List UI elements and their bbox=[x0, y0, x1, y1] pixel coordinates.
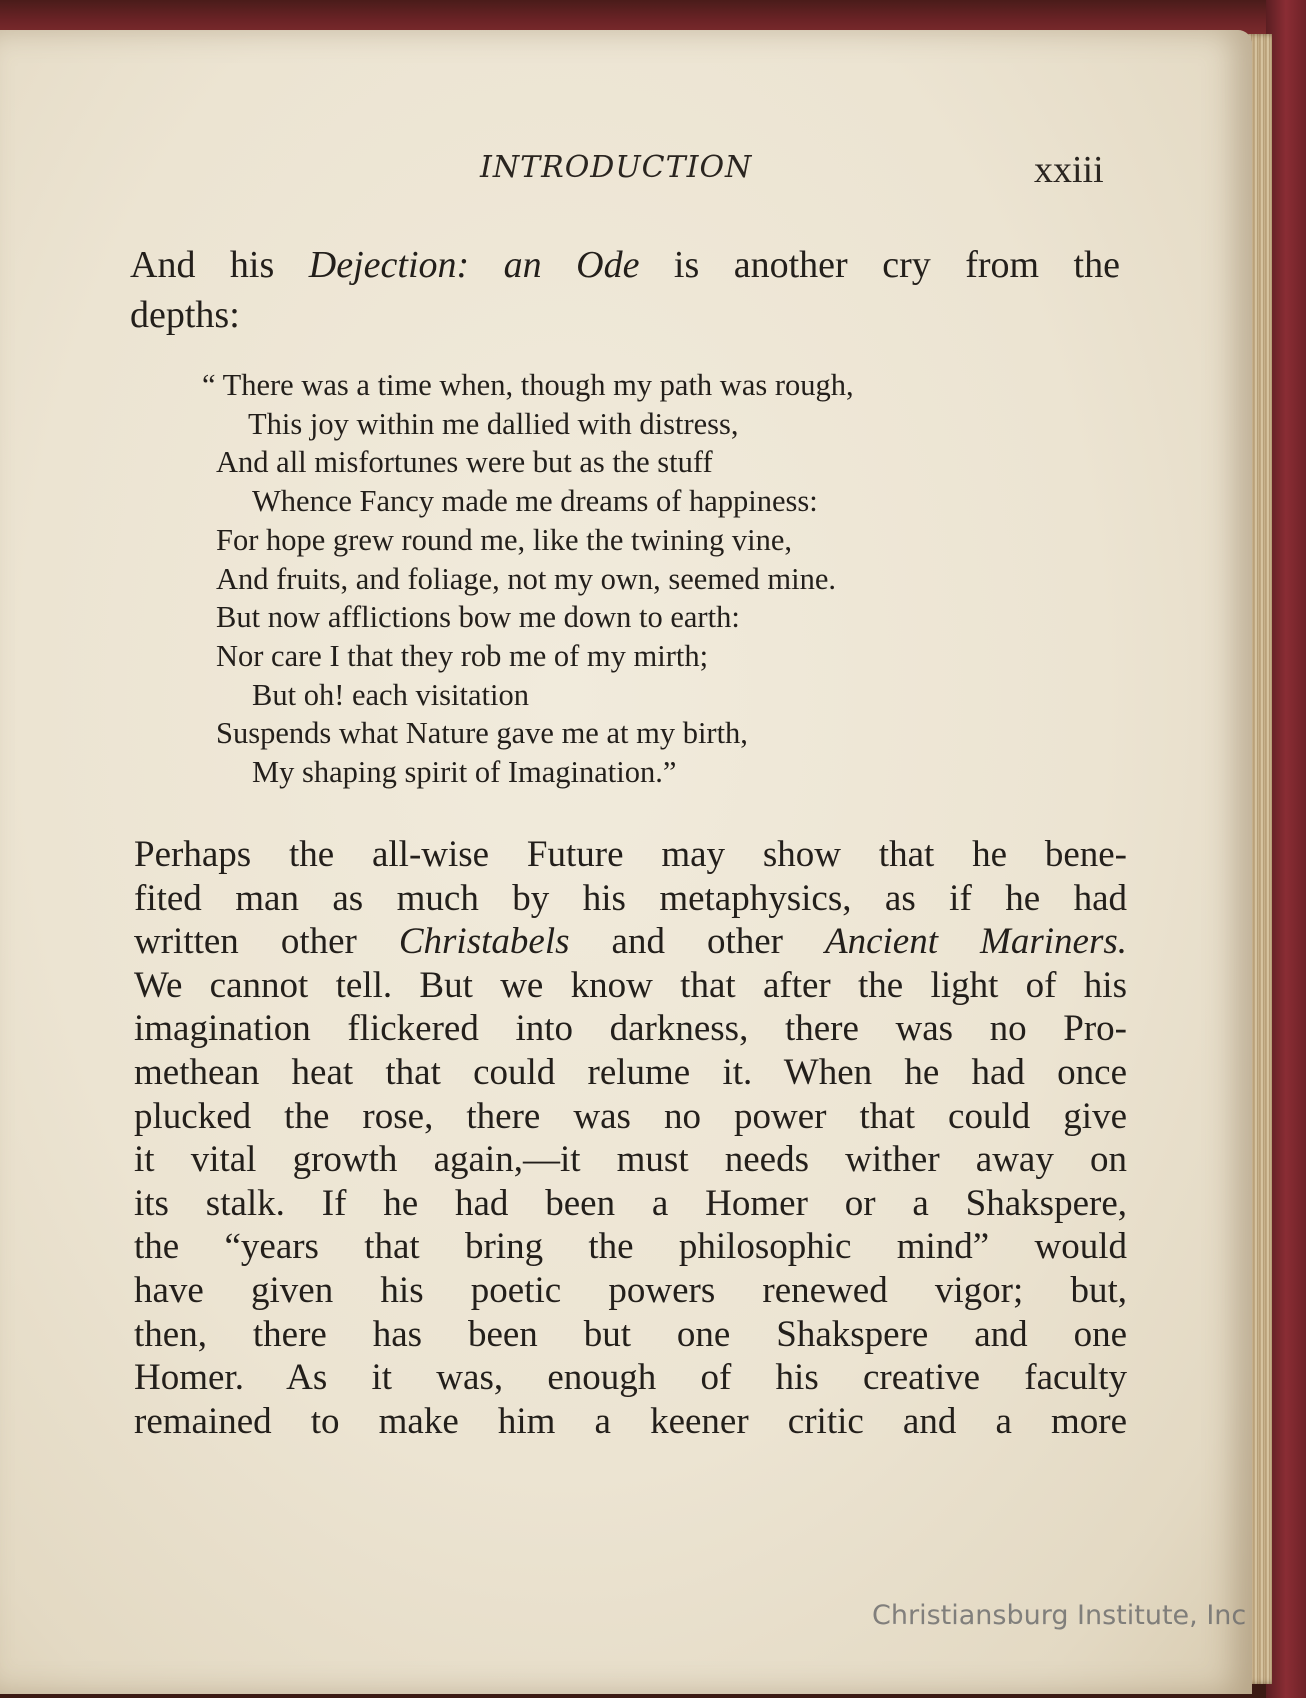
body-paragraph bbox=[134, 833, 1127, 1443]
body-line: fited man as much by his metaphysics, as if he had bbox=[134, 877, 1127, 919]
intro-paragraph bbox=[130, 240, 1120, 340]
watermark: Christiansburg Institute, Inc bbox=[872, 1600, 1247, 1631]
intro-line-1 bbox=[130, 240, 1120, 290]
body-line: methean heat that could relume it. When he had once bbox=[134, 1051, 1127, 1093]
body-line: We cannot tell. But we know that after the light of his bbox=[134, 964, 1127, 1006]
body-line: Homer. As it was, enough of his creative faculty bbox=[134, 1357, 1127, 1399]
poem-line: For hope grew round me, like the twining vine, bbox=[216, 522, 793, 557]
ancient-mariners-italic: Ancient Mariners. bbox=[825, 921, 1127, 963]
poem-line: Whence Fancy made me dreams of happiness: bbox=[252, 484, 818, 519]
poem-line: Suspends what Nature gave me at my birth, bbox=[216, 716, 748, 751]
poem-line: “ There was a time when, though my path was rough, bbox=[202, 368, 854, 402]
poem-line: But oh! each visitation bbox=[252, 677, 529, 712]
running-head: INTRODUCTION bbox=[480, 150, 753, 185]
body-line: imagination flickered into darkness, there was no Pro- bbox=[134, 1008, 1127, 1050]
poem-line: This joy within me dallied with distress, bbox=[248, 406, 739, 441]
christabels-italic: Christabels bbox=[398, 921, 570, 963]
poem-line: Nor care I that they rob me of my mirth; bbox=[216, 638, 709, 673]
page-number: xxiii bbox=[1034, 149, 1104, 191]
book-cover-right bbox=[1266, 0, 1306, 1698]
poem-line: My shaping spirit of Imagination.” bbox=[252, 755, 677, 790]
body-line: Perhaps the all-wise Future may show that he bene- bbox=[134, 834, 1127, 875]
poem-quotation bbox=[202, 366, 1062, 792]
poem-line: But now afflictions bow me down to earth: bbox=[216, 600, 740, 635]
body-line: plucked the rose, there was no power that could give bbox=[134, 1095, 1127, 1137]
intro-text-post: is another cry from the bbox=[639, 244, 1120, 286]
poem-line: And all misfortunes were but as the stuff bbox=[216, 445, 713, 480]
body-line bbox=[134, 920, 1127, 964]
intro-line-2: depths: bbox=[130, 294, 240, 336]
body-line: remained to make him a keener critic and a more bbox=[134, 1400, 1127, 1442]
intro-text-pre: And his bbox=[130, 244, 309, 286]
body-line: it vital growth again,—it must needs wither away on bbox=[134, 1139, 1127, 1181]
book-cover-top bbox=[0, 0, 1306, 34]
intro-title-italic: Dejection: an Ode bbox=[308, 244, 640, 286]
body-line: have given his poetic powers renewed vigor; but, bbox=[134, 1269, 1127, 1311]
body-text: and other bbox=[569, 921, 825, 963]
body-line: its stalk. If he had been a Homer or a Shakspere, bbox=[134, 1182, 1127, 1224]
body-text: written other bbox=[134, 921, 399, 963]
body-line: then, there has been but one Shakspere and one bbox=[134, 1313, 1127, 1355]
body-line: the “years that bring the philosophic mind” would bbox=[134, 1226, 1127, 1268]
poem-line: And fruits, and foliage, not my own, seemed mine. bbox=[216, 561, 837, 596]
